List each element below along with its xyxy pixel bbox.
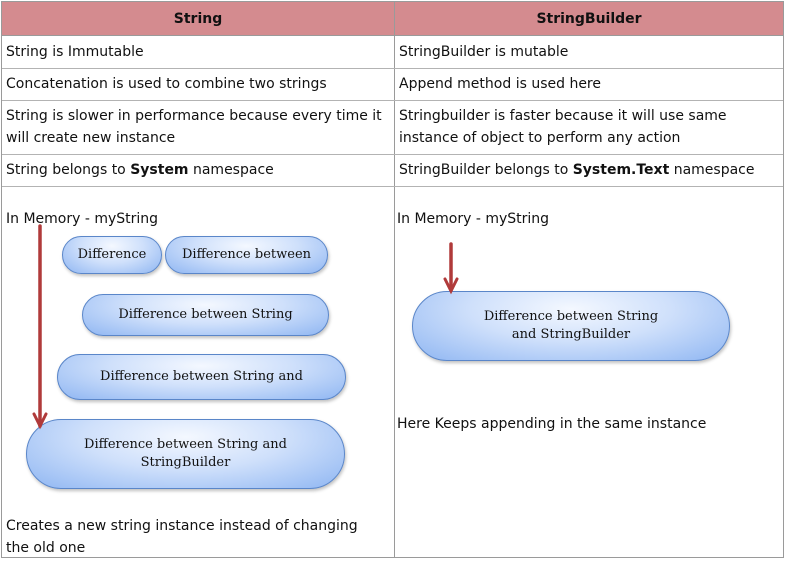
- row4-left: String belongs to System namespace: [6, 162, 274, 178]
- memory-note-left: Creates a new string instance instead of changing the old one: [6, 518, 358, 556]
- row4-right: StringBuilder belongs to System.Text namespace: [399, 162, 755, 178]
- row1-right: StringBuilder is mutable: [399, 44, 569, 60]
- bubble-right: Difference between String and StringBuilder: [412, 291, 730, 361]
- bubble-2: Difference between: [165, 236, 328, 274]
- row3-left: String is slower in performance because every time it will create new instance: [6, 108, 382, 146]
- bubble-3: Difference between String: [82, 294, 329, 336]
- memory-note-right: Here Keeps appending in the same instance: [397, 416, 707, 432]
- bubble-4: Difference between String and: [57, 354, 346, 400]
- row2-right: Append method is used here: [399, 76, 601, 92]
- row1-left: String is Immutable: [6, 44, 144, 60]
- bubble-1: Difference: [62, 236, 162, 274]
- memory-label-right: In Memory - myString: [397, 211, 550, 227]
- arrows-layer: [2, 2, 785, 559]
- header-stringbuilder: StringBuilder: [395, 2, 783, 35]
- memory-label-left: In Memory - myString: [6, 211, 159, 227]
- bubble-5: Difference between String and StringBuilder: [26, 419, 345, 489]
- row2-left: Concatenation is used to combine two strings: [6, 76, 327, 92]
- header-string: String: [2, 2, 394, 35]
- row3-right: Stringbuilder is faster because it will use same instance of object to perform any action: [399, 108, 727, 146]
- comparison-table: [1, 1, 784, 558]
